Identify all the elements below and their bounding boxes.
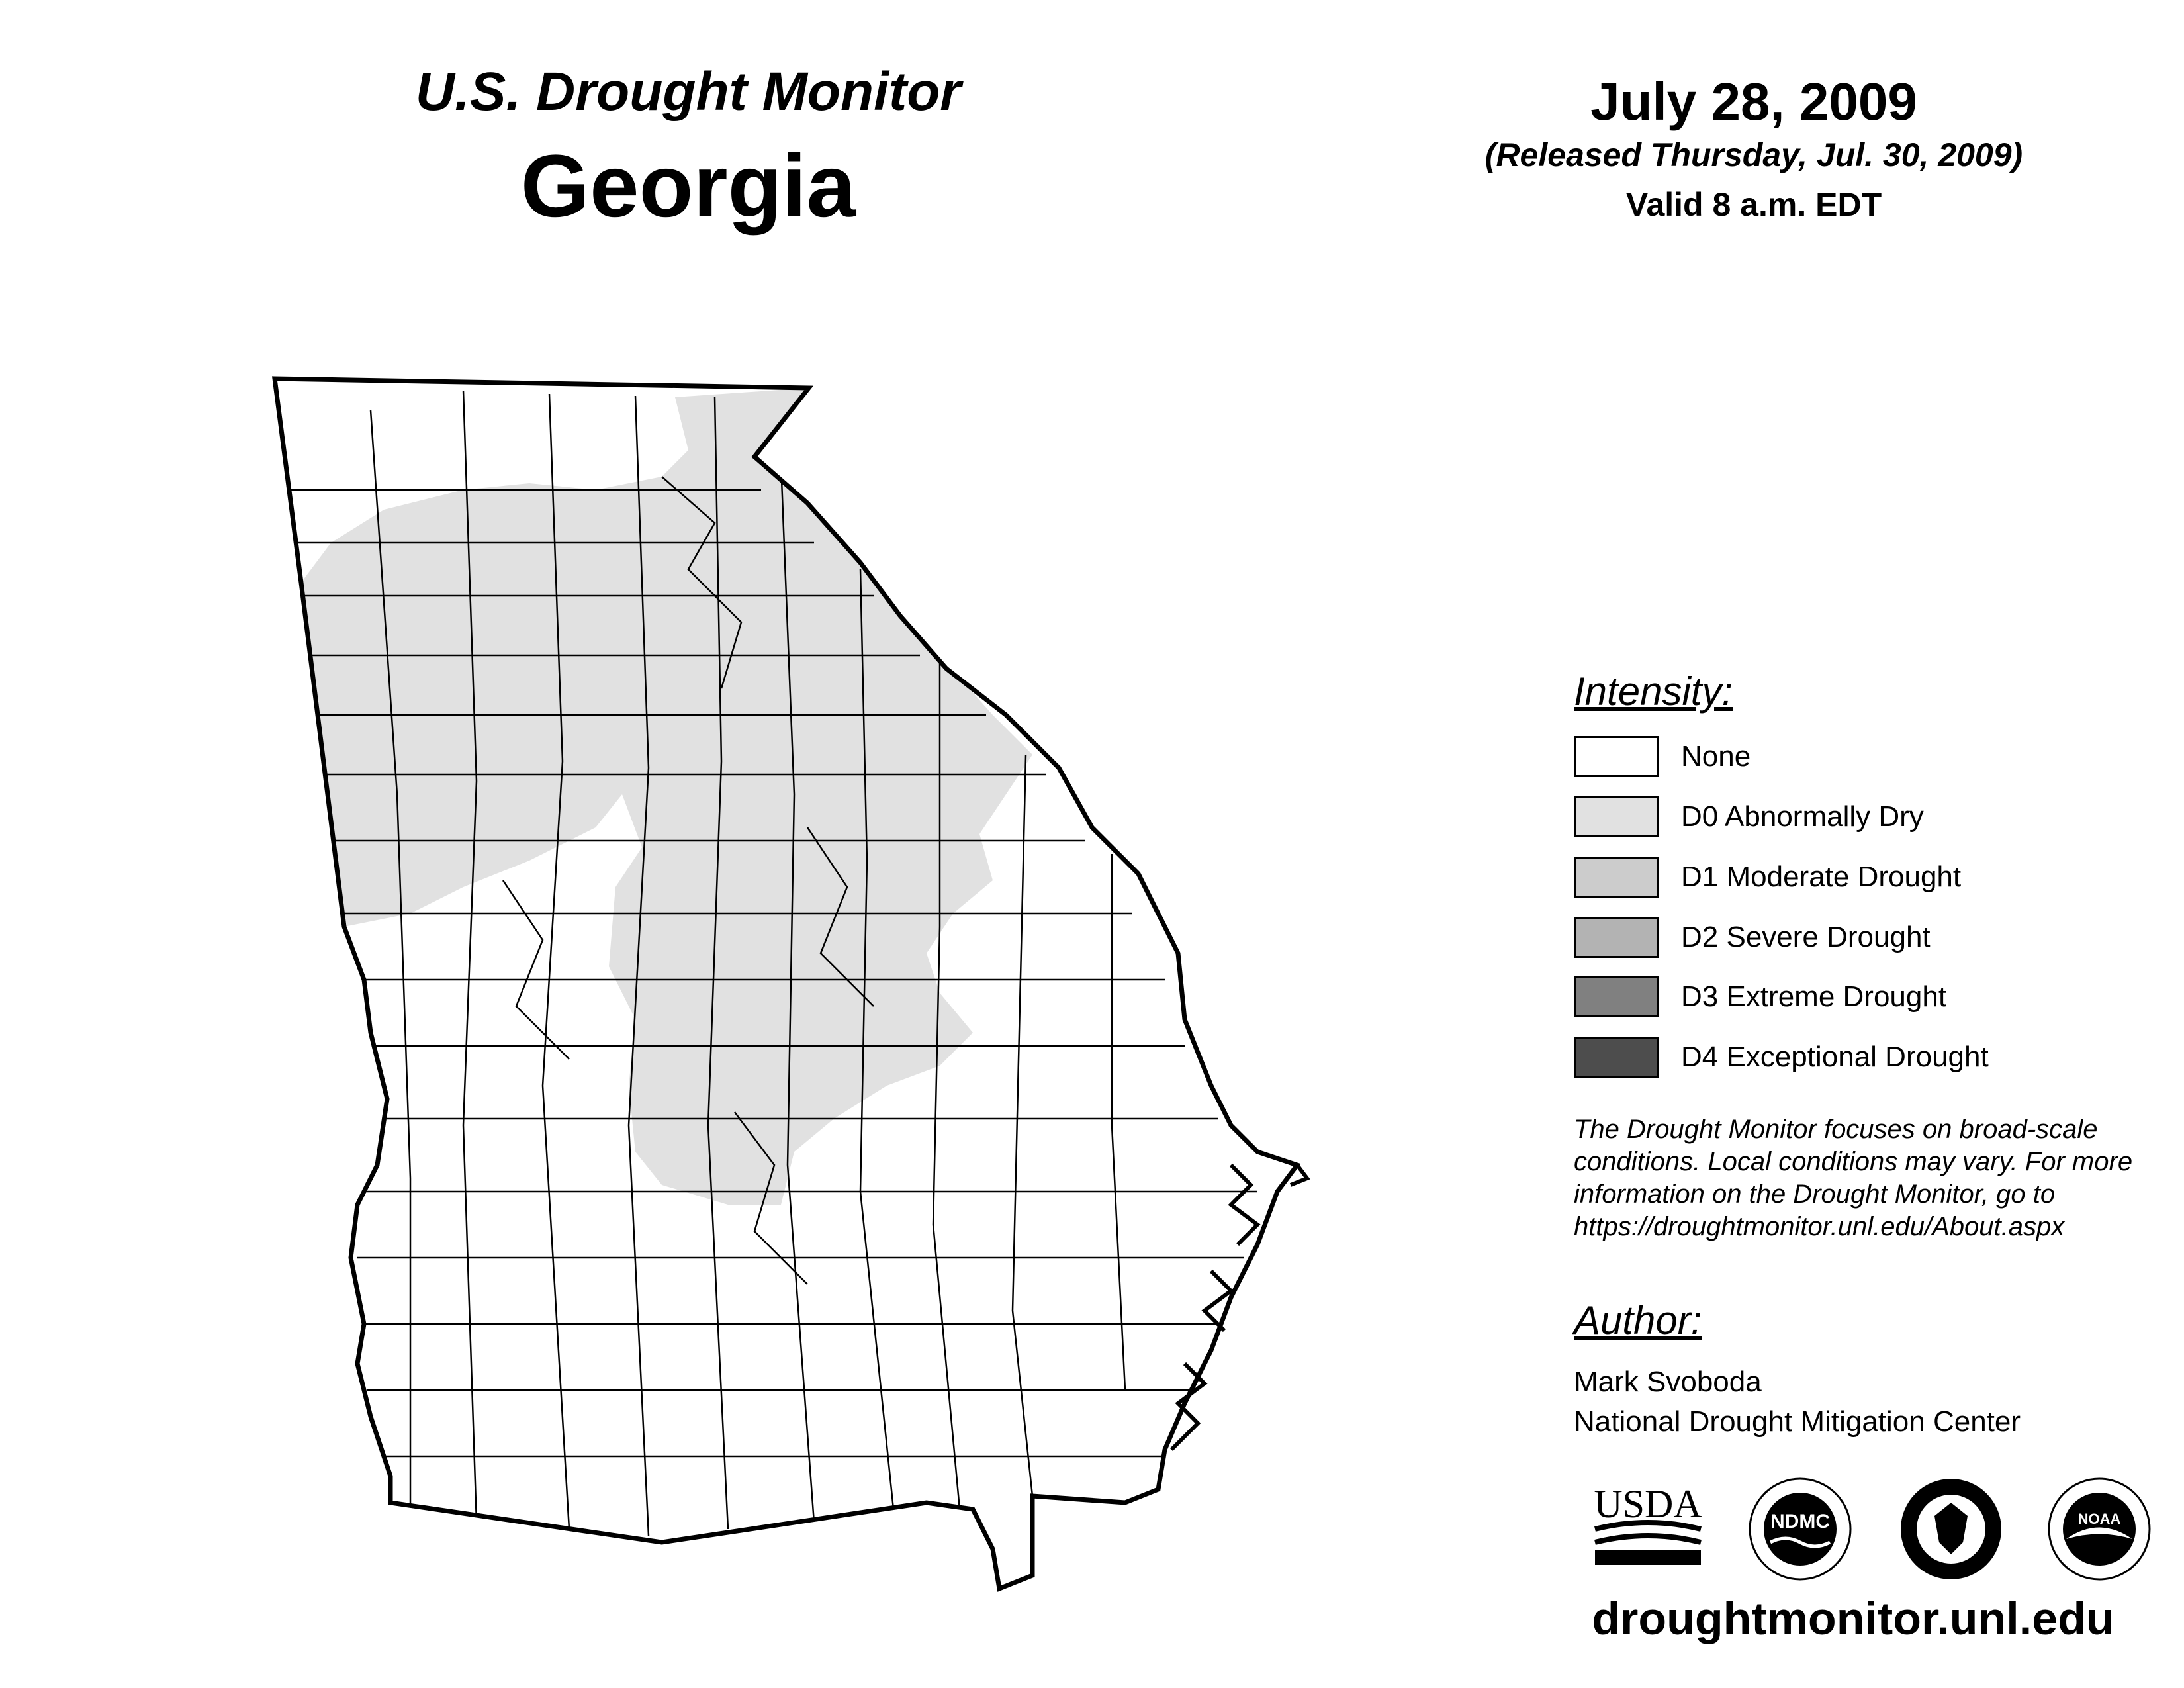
- legend-item-d4: [1574, 1037, 2169, 1079]
- map-subtitle: U.S. Drought Monitor: [415, 62, 962, 122]
- noaa-logo: [2046, 1476, 2152, 1582]
- valid-time: Valid 8 a.m. EDT: [1625, 186, 1882, 223]
- legend-swatch: [1574, 857, 1659, 898]
- legend-label: D3 Extreme Drought: [1681, 980, 1947, 1013]
- noaa-logo-text: NOAA: [2077, 1511, 2121, 1527]
- legend-label: D4 Exceptional Drought: [1681, 1041, 1989, 1073]
- legend-swatch: [1574, 917, 1659, 958]
- disclaimer-note: The Drought Monitor focuses on broad-scale conditions. Local conditions may vary. For more information on the Drought Monitor, go to https://droughtmonitor.unl.edu/About.aspx: [1574, 1115, 2133, 1241]
- legend-item-d2: [1574, 917, 2169, 959]
- legend-label: D0 Abnormally Dry: [1681, 800, 1924, 833]
- legend-item-d0: [1574, 796, 2169, 839]
- legend-item-d1: [1574, 857, 2169, 899]
- legend-heading: Intensity:: [1574, 669, 1733, 714]
- legend-label: D1 Moderate Drought: [1681, 861, 1962, 893]
- legend-item-none: [1574, 736, 2169, 778]
- release-date: (Released Thursday, Jul. 30, 2009): [1484, 136, 2023, 173]
- legend-swatch: [1574, 796, 1659, 837]
- website-url[interactable]: droughtmonitor.unl.edu: [1592, 1593, 2115, 1644]
- commerce-seal: [1898, 1476, 2004, 1582]
- ndmc-logo-text: NDMC: [1770, 1511, 1830, 1532]
- map-title: Georgia: [520, 137, 856, 236]
- legend-swatch: [1574, 1037, 1659, 1078]
- author-org: National Drought Mitigation Center: [1574, 1405, 2021, 1438]
- legend-swatch: [1574, 976, 1659, 1017]
- author-heading: Author:: [1574, 1298, 1702, 1342]
- ndmc-logo: [1747, 1476, 1853, 1582]
- usda-logo: [1592, 1476, 1704, 1569]
- usda-logo-text: USDA: [1594, 1482, 1702, 1526]
- legend-label: D2 Severe Drought: [1681, 921, 1931, 953]
- legend-label: None: [1681, 740, 1751, 773]
- map-date: July 28, 2009: [1590, 72, 1917, 131]
- legend-item-d3: [1574, 976, 2169, 1019]
- author-name: Mark Svoboda: [1574, 1366, 1762, 1398]
- legend-swatch: [1574, 736, 1659, 777]
